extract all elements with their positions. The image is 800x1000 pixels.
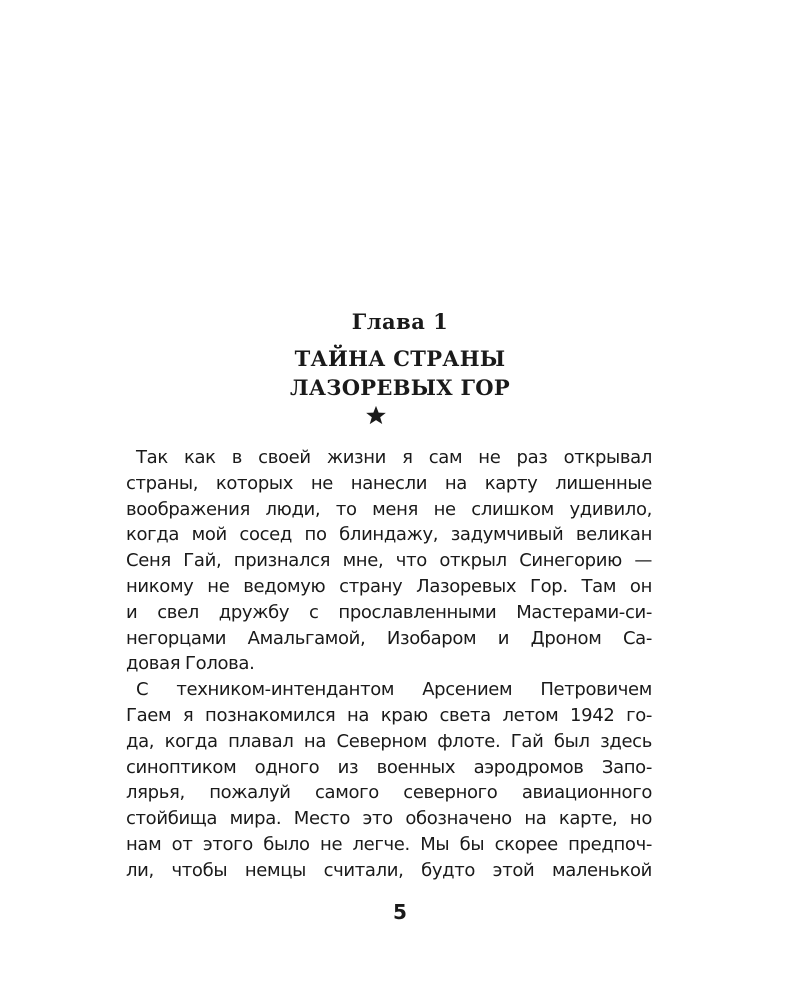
text-line: С техником-интендантом Арсением Петровичем [136,679,652,701]
text-line: стойбища мира. Место это обозначено на карте, но [126,808,652,830]
text-line: воображения люди, то меня не слишком удивило, [126,498,652,520]
text-line: Гаем я познакомился на краю света летом 1942 го- [126,704,652,726]
text-line: Так как в своей жизни я сам не раз открывал [136,447,652,468]
chapter-label: Глава 1 [351,309,449,334]
text-line: синоптиком одного из военных аэродромов Запо- [126,756,652,778]
text-line: лярья, пожалуй самого северного авиационного [126,782,652,804]
text-line: нам от этого было не легче. Мы бы скорее предпоч- [126,833,652,855]
paragraph [126,445,652,677]
star-icon [365,405,387,425]
page-number: 5 [393,900,407,924]
chapter-title [0,344,800,402]
text-line: никому не ведомую страну Лазоревых Гор. Там он [126,575,652,597]
body-text [126,445,652,884]
paragraph [126,677,652,883]
chapter-title-line: ЛАЗОРЕВЫХ ГОР [290,375,510,400]
text-line: да, когда плавал на Северном флоте. Гай был здесь [126,730,652,752]
text-line: Сеня Гай, признался мне, что открыл Синегорию — [126,550,652,572]
chapter-title-line: ТАЙНА СТРАНЫ [294,346,506,371]
text-line: когда мой сосед по блиндажу, задумчивый великан [126,524,652,546]
text-line: страны, которых не нанесли на карту лишенные [126,472,652,494]
text-line: довая Голова. [126,653,255,675]
text-line: негорцами Амальгамой, Изобаром и Дроном Са- [126,627,652,649]
text-line: ли, чтобы немцы считали, будто этой маленькой [126,859,652,881]
text-line: и свел дружбу с прославленными Мастерами-си- [126,601,652,623]
